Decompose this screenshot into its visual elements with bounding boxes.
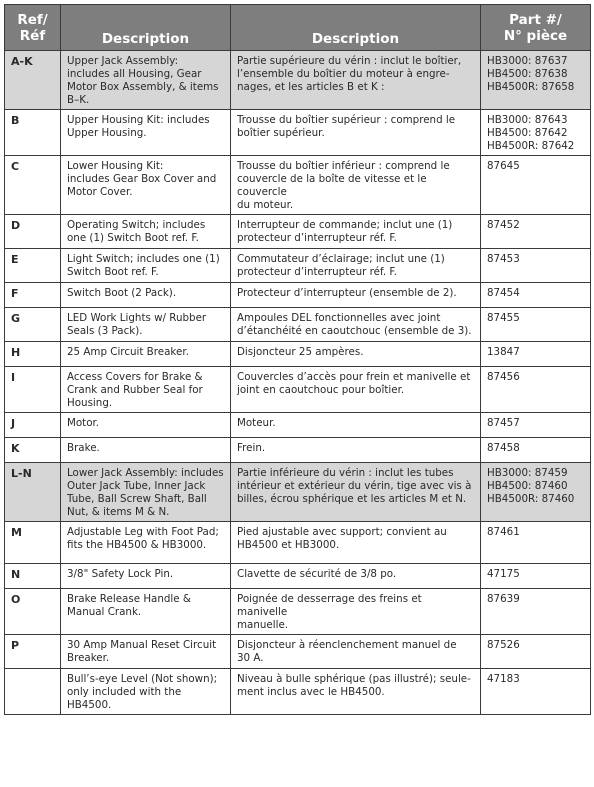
part-number-line: HB4500: 87460	[487, 480, 568, 492]
ref-cell: A-K	[5, 51, 61, 110]
description-line: 30 Amp Manual Reset Circuit	[67, 639, 217, 651]
description-line: l’ensemble du boîtier du moteur à engre-	[237, 68, 450, 80]
description-line: Couvercles d’accès pour frein et manivelle et	[237, 371, 471, 383]
description-en-cell	[61, 522, 231, 564]
table-header-row	[5, 5, 591, 51]
ref-cell: C	[5, 156, 61, 215]
description-fr-cell	[231, 413, 481, 438]
description-line: Seals (3 Pack).	[67, 325, 143, 337]
description-line: billes, écrou sphérique et les articles M et N.	[237, 493, 467, 505]
table-row	[5, 522, 591, 564]
description-fr-cell	[231, 215, 481, 249]
description-line: manuelle.	[237, 619, 289, 631]
part-number-cell	[481, 413, 591, 438]
part-number-cell	[481, 438, 591, 463]
description-line: Bull’s-eye Level (Not shown);	[67, 673, 218, 685]
description-line: fits the HB4500 & HB3000.	[67, 539, 207, 551]
description-line: includes all Housing, Gear	[67, 68, 202, 80]
description-line: Manual Crank.	[67, 606, 142, 618]
description-line: Frein.	[237, 442, 266, 454]
description-en-cell	[61, 110, 231, 156]
description-line: Clavette de sécurité de 3/8 po.	[237, 568, 397, 580]
table-row	[5, 110, 591, 156]
description-line: boîtier supérieur.	[237, 127, 325, 139]
table-row	[5, 438, 591, 463]
description-line: Ampoules DEL fonctionnelles avec joint	[237, 312, 441, 324]
description-fr-cell	[231, 635, 481, 669]
ref-cell: H	[5, 342, 61, 367]
part-number-cell	[481, 249, 591, 283]
part-number-cell	[481, 367, 591, 413]
description-line: Partie inférieure du vérin : inclut les tubes	[237, 467, 454, 479]
part-number-line: 47175	[487, 568, 520, 580]
description-en-cell	[61, 156, 231, 215]
description-line: nages, et les articles B et K :	[237, 81, 385, 93]
description-line: Upper Housing Kit: includes	[67, 114, 210, 126]
header-description-en: Description	[61, 5, 231, 51]
description-en-cell	[61, 669, 231, 715]
description-line: joint en caoutchouc pour boîtier.	[237, 384, 405, 396]
parts-table	[4, 4, 591, 715]
ref-cell: B	[5, 110, 61, 156]
description-line: Brake.	[67, 442, 100, 454]
description-en-cell	[61, 413, 231, 438]
part-number-line: HB4500R: 87460	[487, 493, 575, 505]
description-line: protecteur d’interrupteur réf. F.	[237, 232, 397, 244]
header-ref-en: Ref/	[17, 11, 48, 28]
table-row	[5, 413, 591, 438]
description-line: Nut, & items M & N.	[67, 506, 170, 518]
description-fr-cell	[231, 669, 481, 715]
description-line: 30 A.	[237, 652, 264, 664]
header-part-en: Part #/	[509, 11, 562, 28]
description-line: Switch Boot (2 Pack).	[67, 287, 177, 299]
table-row	[5, 564, 591, 589]
header-part-fr: N° pièce	[503, 27, 568, 44]
table-row	[5, 156, 591, 215]
description-line: B–K.	[67, 94, 90, 106]
part-number-cell	[481, 308, 591, 342]
description-en-cell	[61, 249, 231, 283]
part-number-line: 87526	[487, 639, 520, 651]
description-line: LED Work Lights w/ Rubber	[67, 312, 207, 324]
description-line: Motor.	[67, 417, 100, 429]
description-en-cell	[61, 367, 231, 413]
description-line: ment inclus avec le HB4500.	[237, 686, 385, 698]
description-line: HB4500 et HB3000.	[237, 539, 340, 551]
part-number-cell	[481, 589, 591, 635]
description-line: Upper Jack Assembly:	[67, 55, 179, 67]
part-number-line: HB3000: 87643	[487, 114, 568, 126]
description-line: Housing.	[67, 397, 113, 409]
table-row	[5, 215, 591, 249]
ref-cell: O	[5, 589, 61, 635]
description-line: Access Covers for Brake &	[67, 371, 203, 383]
part-number-line: 87452	[487, 219, 520, 231]
description-line: Lower Housing Kit:	[67, 160, 164, 172]
description-fr-cell	[231, 463, 481, 522]
description-fr-cell	[231, 367, 481, 413]
description-en-cell	[61, 564, 231, 589]
header-ref-fr: Réf	[19, 27, 46, 44]
description-line: only included with the	[67, 686, 182, 698]
ref-cell: L-N	[5, 463, 61, 522]
description-fr-cell	[231, 249, 481, 283]
description-en-cell	[61, 308, 231, 342]
part-number-cell	[481, 669, 591, 715]
part-number-cell	[481, 342, 591, 367]
part-number-line: HB4500: 87638	[487, 68, 568, 80]
table-row	[5, 463, 591, 522]
description-line: Moteur.	[237, 417, 276, 429]
table-row	[5, 51, 591, 110]
part-number-cell	[481, 215, 591, 249]
part-number-line: HB4500R: 87642	[487, 140, 575, 152]
ref-cell: D	[5, 215, 61, 249]
description-line: Outer Jack Tube, Inner Jack	[67, 480, 206, 492]
description-en-cell	[61, 283, 231, 308]
part-number-line: 87457	[487, 417, 520, 429]
ref-cell: J	[5, 413, 61, 438]
part-number-line: 87453	[487, 253, 520, 265]
description-en-cell	[61, 589, 231, 635]
part-number-cell	[481, 564, 591, 589]
description-line: Poignée de desserrage des freins et manivelle	[237, 593, 422, 618]
description-line: protecteur d’interrupteur réf. F.	[237, 266, 397, 278]
description-line: Motor Box Assembly, & items	[67, 81, 219, 93]
header-part-number	[481, 5, 591, 51]
description-line: d’étanchéité en caoutchouc (ensemble de 3).	[237, 325, 472, 337]
table-row	[5, 635, 591, 669]
description-en-cell	[61, 438, 231, 463]
part-number-cell	[481, 463, 591, 522]
part-number-cell	[481, 51, 591, 110]
description-line: Switch Boot ref. F.	[67, 266, 159, 278]
ref-cell: N	[5, 564, 61, 589]
part-number-cell	[481, 283, 591, 308]
description-fr-cell	[231, 342, 481, 367]
description-en-cell	[61, 342, 231, 367]
header-description-fr: Description	[231, 5, 481, 51]
description-en-cell	[61, 635, 231, 669]
description-line: 3/8" Safety Lock Pin.	[67, 568, 174, 580]
description-en-cell	[61, 51, 231, 110]
description-line: Interrupteur de commande; inclut une (1)	[237, 219, 453, 231]
table-body	[5, 51, 591, 715]
description-line: Upper Housing.	[67, 127, 147, 139]
description-line: du moteur.	[237, 199, 294, 211]
description-fr-cell	[231, 589, 481, 635]
part-number-cell	[481, 110, 591, 156]
ref-cell: M	[5, 522, 61, 564]
table-row	[5, 308, 591, 342]
description-fr-cell	[231, 51, 481, 110]
description-line: couvercle de la boîte de vitesse et le couvercle	[237, 173, 427, 198]
table-row	[5, 589, 591, 635]
ref-cell: G	[5, 308, 61, 342]
description-line: intérieur et extérieur du vérin, tige avec vis à	[237, 480, 472, 492]
ref-cell: P	[5, 635, 61, 669]
description-en-cell	[61, 215, 231, 249]
part-number-line: 87645	[487, 160, 520, 172]
ref-cell: E	[5, 249, 61, 283]
part-number-line: HB3000: 87637	[487, 55, 568, 67]
description-en-cell	[61, 463, 231, 522]
table-row	[5, 342, 591, 367]
part-number-line: 87454	[487, 287, 520, 299]
part-number-line: 87458	[487, 442, 520, 454]
part-number-line: 47183	[487, 673, 520, 685]
part-number-line: HB3000: 87459	[487, 467, 568, 479]
description-line: Disjoncteur 25 ampères.	[237, 346, 364, 358]
part-number-line: 87456	[487, 371, 520, 383]
table-row	[5, 283, 591, 308]
description-line: 25 Amp Circuit Breaker.	[67, 346, 189, 358]
table-row	[5, 669, 591, 715]
description-line: Disjoncteur à réenclenchement manuel de	[237, 639, 457, 651]
description-line: includes Gear Box Cover and	[67, 173, 217, 185]
part-number-cell	[481, 156, 591, 215]
description-line: Trousse du boîtier supérieur : comprend le	[237, 114, 456, 126]
description-fr-cell	[231, 110, 481, 156]
description-fr-cell	[231, 283, 481, 308]
description-line: Niveau à bulle sphérique (pas illustré); seule-	[237, 673, 471, 685]
description-line: Breaker.	[67, 652, 110, 664]
part-number-line: 87639	[487, 593, 520, 605]
description-line: Commutateur d’éclairage; inclut une (1)	[237, 253, 445, 265]
part-number-cell	[481, 635, 591, 669]
part-number-line: 87455	[487, 312, 520, 324]
description-line: Motor Cover.	[67, 186, 133, 198]
description-line: Pied ajustable avec support; convient au	[237, 526, 447, 538]
part-number-line: HB4500: 87642	[487, 127, 568, 139]
part-number-cell	[481, 522, 591, 564]
description-fr-cell	[231, 564, 481, 589]
description-line: one (1) Switch Boot ref. F.	[67, 232, 199, 244]
part-number-line: 87461	[487, 526, 520, 538]
description-fr-cell	[231, 522, 481, 564]
description-line: Lower Jack Assembly: includes	[67, 467, 224, 479]
table-row	[5, 249, 591, 283]
description-line: Brake Release Handle &	[67, 593, 191, 605]
description-line: Light Switch; includes one (1)	[67, 253, 220, 265]
description-fr-cell	[231, 438, 481, 463]
header-ref	[5, 5, 61, 51]
description-fr-cell	[231, 156, 481, 215]
description-fr-cell	[231, 308, 481, 342]
part-number-line: 13847	[487, 346, 520, 358]
description-line: Trousse du boîtier inférieur : comprend le	[237, 160, 450, 172]
part-number-line: HB4500R: 87658	[487, 81, 575, 93]
description-line: HB4500.	[67, 699, 112, 711]
ref-cell	[5, 669, 61, 715]
ref-cell: I	[5, 367, 61, 413]
ref-cell: K	[5, 438, 61, 463]
description-line: Partie supérieure du vérin : inclut le boîtier,	[237, 55, 462, 67]
description-line: Adjustable Leg with Foot Pad;	[67, 526, 219, 538]
description-line: Protecteur d’interrupteur (ensemble de 2).	[237, 287, 457, 299]
table-row	[5, 367, 591, 413]
description-line: Tube, Ball Screw Shaft, Ball	[67, 493, 207, 505]
description-line: Crank and Rubber Seal for	[67, 384, 203, 396]
description-line: Operating Switch; includes	[67, 219, 206, 231]
ref-cell: F	[5, 283, 61, 308]
